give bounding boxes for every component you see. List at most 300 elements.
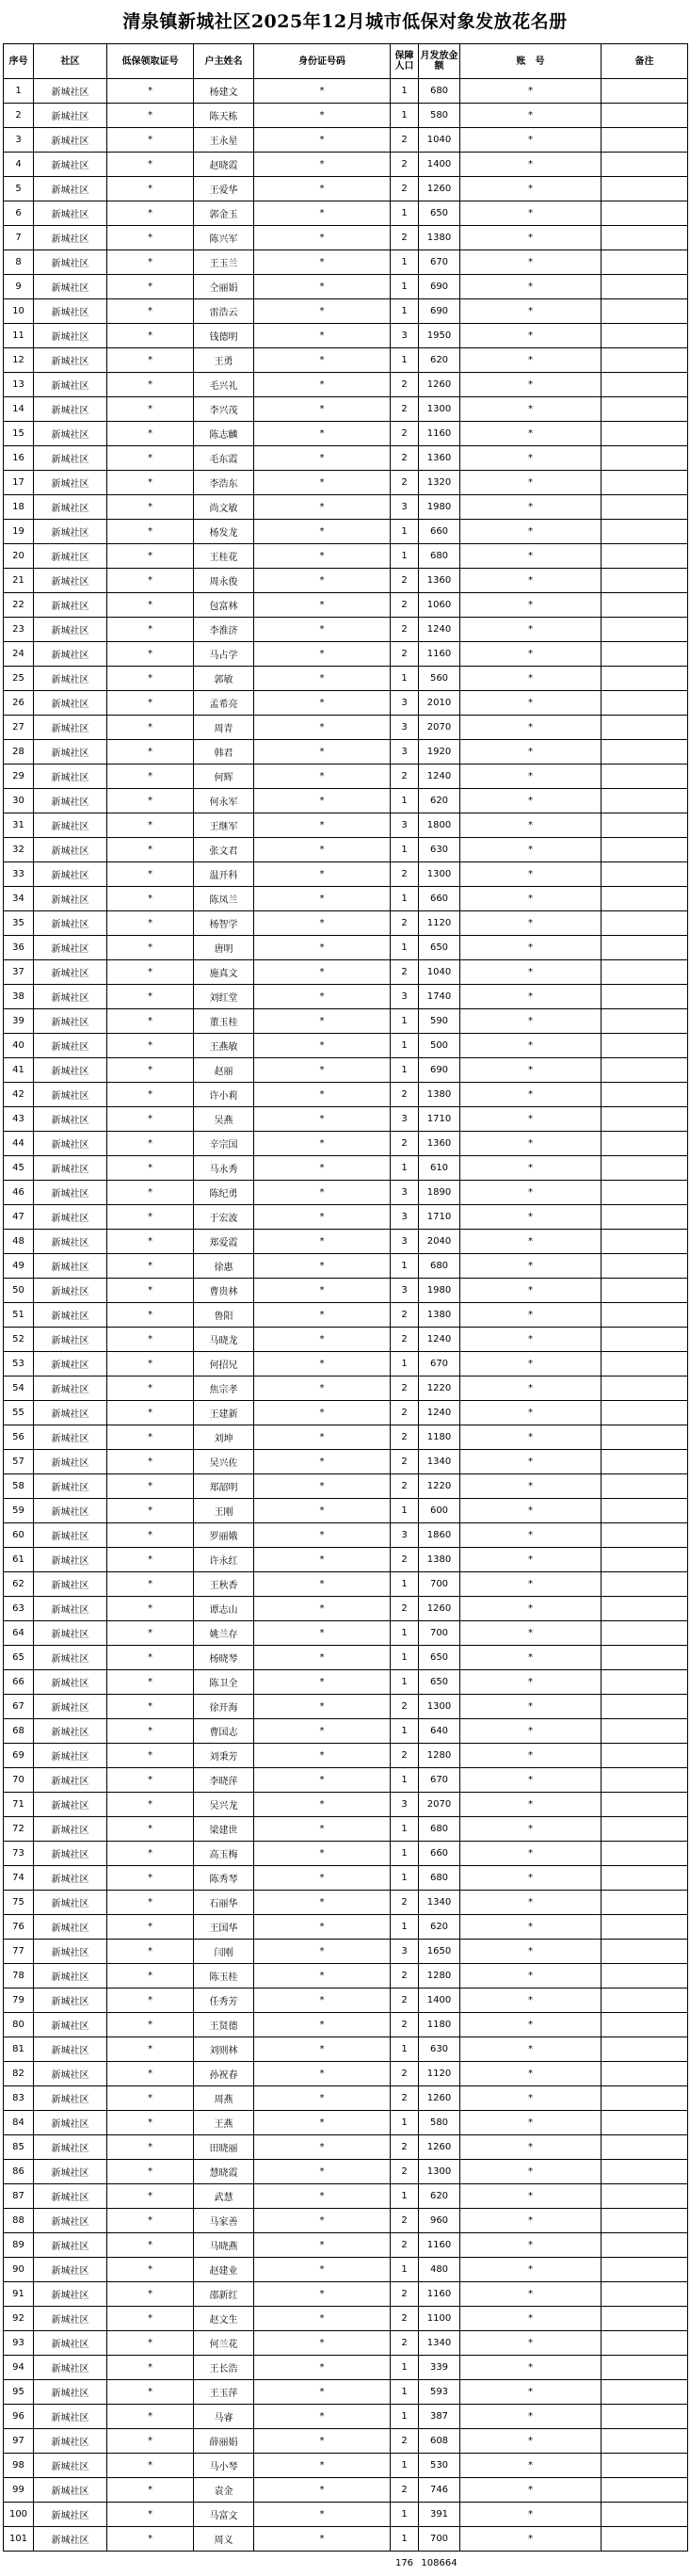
row-people: 3 [391, 1107, 419, 1132]
row-name: 王贤德 [194, 2013, 254, 2037]
row-id: * [254, 422, 391, 446]
row-id: * [254, 104, 391, 128]
row-cert: * [107, 2135, 194, 2160]
row-no: 27 [4, 716, 34, 740]
row-account: * [460, 1621, 602, 1646]
row-no: 75 [4, 1891, 34, 1915]
row-cert: * [107, 1842, 194, 1866]
row-cert: * [107, 1621, 194, 1646]
row-account: * [460, 1181, 602, 1205]
table-row [4, 2454, 688, 2478]
row-account: * [460, 1940, 602, 1964]
row-people: 1 [391, 2405, 419, 2429]
row-name: 马小琴 [194, 2454, 254, 2478]
row-name: 杨智学 [194, 911, 254, 936]
row-community: 新城社区 [34, 226, 107, 250]
row-name: 刘坤 [194, 1425, 254, 1450]
row-amount: 1160 [419, 642, 460, 667]
table-row [4, 2331, 688, 2356]
total-amount: 108664 [421, 2558, 457, 2568]
row-note [602, 2209, 688, 2233]
row-people: 1 [391, 1817, 419, 1842]
row-people: 3 [391, 740, 419, 765]
row-account: * [460, 2429, 602, 2454]
row-people: 3 [391, 1205, 419, 1230]
row-name: 钱德明 [194, 324, 254, 348]
row-id: * [254, 2086, 391, 2111]
row-cert: * [107, 544, 194, 569]
row-amount: 1300 [419, 2160, 460, 2184]
table-row [4, 250, 688, 275]
row-community: 新城社区 [34, 1768, 107, 1793]
row-cert: * [107, 2307, 194, 2331]
row-account: * [460, 2013, 602, 2037]
row-note [602, 299, 688, 324]
row-amount: 960 [419, 2209, 460, 2233]
row-amount: 1040 [419, 960, 460, 985]
table-row [4, 1450, 688, 1474]
row-note [602, 104, 688, 128]
row-account: * [460, 348, 602, 373]
row-community: 新城社区 [34, 373, 107, 397]
row-name: 毛兴礼 [194, 373, 254, 397]
row-amount: 650 [419, 1670, 460, 1695]
row-account: * [460, 887, 602, 911]
row-amount: 1710 [419, 1107, 460, 1132]
row-amount: 560 [419, 667, 460, 691]
row-people: 2 [391, 177, 419, 201]
row-account: * [460, 1866, 602, 1891]
row-name: 罗丽娥 [194, 1523, 254, 1548]
row-name: 任秀芳 [194, 1988, 254, 2013]
row-community: 新城社区 [34, 2429, 107, 2454]
row-id: * [254, 1083, 391, 1107]
row-name: 徐惠 [194, 1254, 254, 1279]
row-note [602, 1523, 688, 1548]
row-account: * [460, 495, 602, 520]
row-no: 95 [4, 2380, 34, 2405]
row-no: 2 [4, 104, 34, 128]
table-row [4, 691, 688, 716]
row-cert: * [107, 2184, 194, 2209]
row-id: * [254, 1964, 391, 1988]
row-id: * [254, 2282, 391, 2307]
row-people: 1 [391, 936, 419, 960]
row-no: 17 [4, 471, 34, 495]
row-account: * [460, 2111, 602, 2135]
row-community: 新城社区 [34, 104, 107, 128]
row-account: * [460, 446, 602, 471]
row-people: 1 [391, 2258, 419, 2282]
row-amount: 1400 [419, 1988, 460, 2013]
table-row [4, 1915, 688, 1940]
row-community: 新城社区 [34, 1719, 107, 1744]
row-note [602, 397, 688, 422]
row-note [602, 960, 688, 985]
row-name: 李浩东 [194, 471, 254, 495]
table-row [4, 226, 688, 250]
row-people: 1 [391, 1058, 419, 1083]
row-cert: * [107, 1205, 194, 1230]
row-no: 74 [4, 1866, 34, 1891]
row-no: 8 [4, 250, 34, 275]
row-note [602, 2478, 688, 2503]
row-no: 42 [4, 1083, 34, 1107]
row-name: 许小莉 [194, 1083, 254, 1107]
row-amount: 391 [419, 2503, 460, 2527]
row-community: 新城社区 [34, 2478, 107, 2503]
row-community: 新城社区 [34, 128, 107, 153]
row-no: 66 [4, 1670, 34, 1695]
table-row [4, 1964, 688, 1988]
header-note: 备注 [602, 44, 688, 79]
row-no: 58 [4, 1474, 34, 1499]
table-row [4, 2307, 688, 2331]
row-amount: 660 [419, 520, 460, 544]
row-note [602, 1425, 688, 1450]
row-cert: * [107, 2454, 194, 2478]
row-note [602, 1793, 688, 1817]
row-name: 徐开海 [194, 1695, 254, 1719]
row-amount: 630 [419, 2037, 460, 2062]
row-amount: 2040 [419, 1230, 460, 1254]
row-community: 新城社区 [34, 2282, 107, 2307]
row-community: 新城社区 [34, 2037, 107, 2062]
row-cert: * [107, 2527, 194, 2552]
row-people: 3 [391, 691, 419, 716]
row-people: 2 [391, 2282, 419, 2307]
row-note [602, 1499, 688, 1523]
row-note [602, 936, 688, 960]
row-amount: 1180 [419, 1425, 460, 1450]
row-no: 93 [4, 2331, 34, 2356]
row-name: 郭金玉 [194, 201, 254, 226]
row-no: 39 [4, 1009, 34, 1034]
row-people: 2 [391, 2331, 419, 2356]
row-amount: 1380 [419, 1548, 460, 1572]
row-account: * [460, 813, 602, 838]
row-amount: 1260 [419, 2135, 460, 2160]
row-account: * [460, 1034, 602, 1058]
row-account: * [460, 1377, 602, 1401]
row-note [602, 1132, 688, 1156]
row-cert: * [107, 128, 194, 153]
row-name: 温开科 [194, 862, 254, 887]
row-amount: 1340 [419, 2331, 460, 2356]
row-community: 新城社区 [34, 544, 107, 569]
row-community: 新城社区 [34, 618, 107, 642]
row-people: 2 [391, 471, 419, 495]
row-community: 新城社区 [34, 299, 107, 324]
row-name: 田晓丽 [194, 2135, 254, 2160]
row-id: * [254, 2111, 391, 2135]
row-no: 48 [4, 1230, 34, 1254]
row-no: 10 [4, 299, 34, 324]
row-cert: * [107, 1034, 194, 1058]
row-amount: 700 [419, 2527, 460, 2552]
row-community: 新城社区 [34, 1377, 107, 1401]
row-amount: 1280 [419, 1744, 460, 1768]
table-row [4, 1034, 688, 1058]
row-community: 新城社区 [34, 2380, 107, 2405]
table-row [4, 1377, 688, 1401]
row-id: * [254, 397, 391, 422]
row-name: 毛东霞 [194, 446, 254, 471]
row-id: * [254, 1425, 391, 1450]
row-cert: * [107, 2037, 194, 2062]
row-community: 新城社区 [34, 1988, 107, 2013]
row-cert: * [107, 667, 194, 691]
row-note [602, 1279, 688, 1303]
row-cert: * [107, 887, 194, 911]
row-cert: * [107, 1964, 194, 1988]
row-no: 85 [4, 2135, 34, 2160]
table-row [4, 79, 688, 104]
row-id: * [254, 2503, 391, 2527]
row-id: * [254, 1793, 391, 1817]
row-cert: * [107, 1768, 194, 1793]
row-amount: 580 [419, 2111, 460, 2135]
table-row [4, 1009, 688, 1034]
row-id: * [254, 1768, 391, 1793]
row-community: 新城社区 [34, 1328, 107, 1352]
table-row [4, 740, 688, 765]
row-amount: 1380 [419, 1083, 460, 1107]
row-amount: 1060 [419, 593, 460, 618]
row-id: * [254, 667, 391, 691]
row-people: 1 [391, 348, 419, 373]
row-people: 1 [391, 1719, 419, 1744]
row-community: 新城社区 [34, 1254, 107, 1279]
row-cert: * [107, 2086, 194, 2111]
row-note [602, 838, 688, 862]
row-id: * [254, 911, 391, 936]
row-amount: 700 [419, 1572, 460, 1597]
row-name: 周义 [194, 2527, 254, 2552]
row-no: 61 [4, 1548, 34, 1572]
row-name: 孟希亮 [194, 691, 254, 716]
row-account: * [460, 1132, 602, 1156]
row-community: 新城社区 [34, 250, 107, 275]
row-note [602, 1940, 688, 1964]
row-note [602, 471, 688, 495]
row-community: 新城社区 [34, 201, 107, 226]
row-note [602, 716, 688, 740]
row-no: 69 [4, 1744, 34, 1768]
row-community: 新城社区 [34, 1107, 107, 1132]
row-no: 26 [4, 691, 34, 716]
row-people: 3 [391, 1181, 419, 1205]
row-name: 高玉梅 [194, 1842, 254, 1866]
row-no: 24 [4, 642, 34, 667]
row-note [602, 569, 688, 593]
row-people: 2 [391, 960, 419, 985]
row-people: 2 [391, 1377, 419, 1401]
header-id: 身份证号码 [254, 44, 391, 79]
row-people: 2 [391, 2307, 419, 2331]
row-people: 1 [391, 1866, 419, 1891]
row-community: 新城社区 [34, 936, 107, 960]
row-community: 新城社区 [34, 2135, 107, 2160]
row-cert: * [107, 1377, 194, 1401]
row-people: 3 [391, 1279, 419, 1303]
row-cert: * [107, 1058, 194, 1083]
row-amount: 1240 [419, 1328, 460, 1352]
row-note [602, 1401, 688, 1425]
row-amount: 1280 [419, 1964, 460, 1988]
row-id: * [254, 1205, 391, 1230]
table-row [4, 618, 688, 642]
row-note [602, 887, 688, 911]
row-account: * [460, 667, 602, 691]
row-community: 新城社区 [34, 1230, 107, 1254]
row-note [602, 275, 688, 299]
row-no: 44 [4, 1132, 34, 1156]
row-name: 刘秉芳 [194, 1744, 254, 1768]
row-id: * [254, 862, 391, 887]
row-no: 29 [4, 765, 34, 789]
row-id: * [254, 324, 391, 348]
row-community: 新城社区 [34, 79, 107, 104]
row-account: * [460, 1328, 602, 1352]
row-community: 新城社区 [34, 2356, 107, 2380]
row-cert: * [107, 397, 194, 422]
row-no: 46 [4, 1181, 34, 1205]
row-note [602, 1254, 688, 1279]
table-row [4, 838, 688, 862]
row-cert: * [107, 911, 194, 936]
row-name: 辛宗国 [194, 1132, 254, 1156]
row-cert: * [107, 1915, 194, 1940]
row-no: 1 [4, 79, 34, 104]
row-id: * [254, 1450, 391, 1474]
row-name: 何永军 [194, 789, 254, 813]
row-name: 施真文 [194, 960, 254, 985]
row-no: 56 [4, 1425, 34, 1450]
row-no: 38 [4, 985, 34, 1009]
row-amount: 1320 [419, 471, 460, 495]
row-cert: * [107, 1181, 194, 1205]
row-id: * [254, 201, 391, 226]
row-amount: 1180 [419, 2013, 460, 2037]
row-amount: 1360 [419, 1132, 460, 1156]
row-account: * [460, 397, 602, 422]
row-community: 新城社区 [34, 2454, 107, 2478]
row-people: 2 [391, 2086, 419, 2111]
row-name: 张文君 [194, 838, 254, 862]
row-people: 2 [391, 862, 419, 887]
row-cert: * [107, 813, 194, 838]
row-account: * [460, 1572, 602, 1597]
row-amount: 1160 [419, 2233, 460, 2258]
row-account: * [460, 2209, 602, 2233]
row-account: * [460, 1107, 602, 1132]
row-account: * [460, 593, 602, 618]
row-no: 80 [4, 2013, 34, 2037]
row-account: * [460, 1058, 602, 1083]
row-people: 1 [391, 1621, 419, 1646]
row-amount: 530 [419, 2454, 460, 2478]
row-amount: 1240 [419, 618, 460, 642]
row-amount: 593 [419, 2380, 460, 2405]
row-id: * [254, 373, 391, 397]
row-note [602, 2037, 688, 2062]
row-cert: * [107, 1597, 194, 1621]
row-community: 新城社区 [34, 1058, 107, 1083]
row-account: * [460, 2356, 602, 2380]
row-no: 81 [4, 2037, 34, 2062]
table-row [4, 2282, 688, 2307]
table-row [4, 1254, 688, 1279]
row-id: * [254, 1352, 391, 1377]
table-row [4, 1940, 688, 1964]
row-people: 1 [391, 2527, 419, 2552]
row-note [602, 2454, 688, 2478]
row-name: 董玉桂 [194, 1009, 254, 1034]
row-people: 3 [391, 495, 419, 520]
row-name: 王建新 [194, 1401, 254, 1425]
row-amount: 1120 [419, 911, 460, 936]
row-amount: 680 [419, 79, 460, 104]
row-no: 18 [4, 495, 34, 520]
row-people: 2 [391, 2209, 419, 2233]
row-amount: 1980 [419, 495, 460, 520]
row-no: 100 [4, 2503, 34, 2527]
row-no: 64 [4, 1621, 34, 1646]
row-people: 1 [391, 1156, 419, 1181]
row-amount: 1710 [419, 1205, 460, 1230]
row-no: 30 [4, 789, 34, 813]
row-cert: * [107, 691, 194, 716]
row-amount: 670 [419, 250, 460, 275]
row-note [602, 1328, 688, 1352]
row-name: 郭敏 [194, 667, 254, 691]
row-community: 新城社区 [34, 1401, 107, 1425]
row-no: 68 [4, 1719, 34, 1744]
row-id: * [254, 1915, 391, 1940]
header-no: 序号 [4, 44, 34, 79]
row-account: * [460, 2086, 602, 2111]
row-no: 94 [4, 2356, 34, 2380]
row-community: 新城社区 [34, 1132, 107, 1156]
table-row [4, 2135, 688, 2160]
row-cert: * [107, 1279, 194, 1303]
row-cert: * [107, 250, 194, 275]
row-community: 新城社区 [34, 2013, 107, 2037]
row-id: * [254, 1572, 391, 1597]
row-people: 1 [391, 2111, 419, 2135]
table-row [4, 1866, 688, 1891]
row-amount: 1800 [419, 813, 460, 838]
row-cert: * [107, 985, 194, 1009]
row-name: 焦宗孝 [194, 1377, 254, 1401]
row-cert: * [107, 1817, 194, 1842]
row-note [602, 1058, 688, 1083]
row-community: 新城社区 [34, 2258, 107, 2282]
row-id: * [254, 1891, 391, 1915]
table-row [4, 936, 688, 960]
row-no: 21 [4, 569, 34, 593]
row-account: * [460, 1964, 602, 1988]
row-people: 2 [391, 397, 419, 422]
row-name: 杨晓琴 [194, 1646, 254, 1670]
row-id: * [254, 2135, 391, 2160]
row-note [602, 1083, 688, 1107]
row-no: 13 [4, 373, 34, 397]
row-id: * [254, 544, 391, 569]
row-people: 2 [391, 422, 419, 446]
table-row [4, 446, 688, 471]
